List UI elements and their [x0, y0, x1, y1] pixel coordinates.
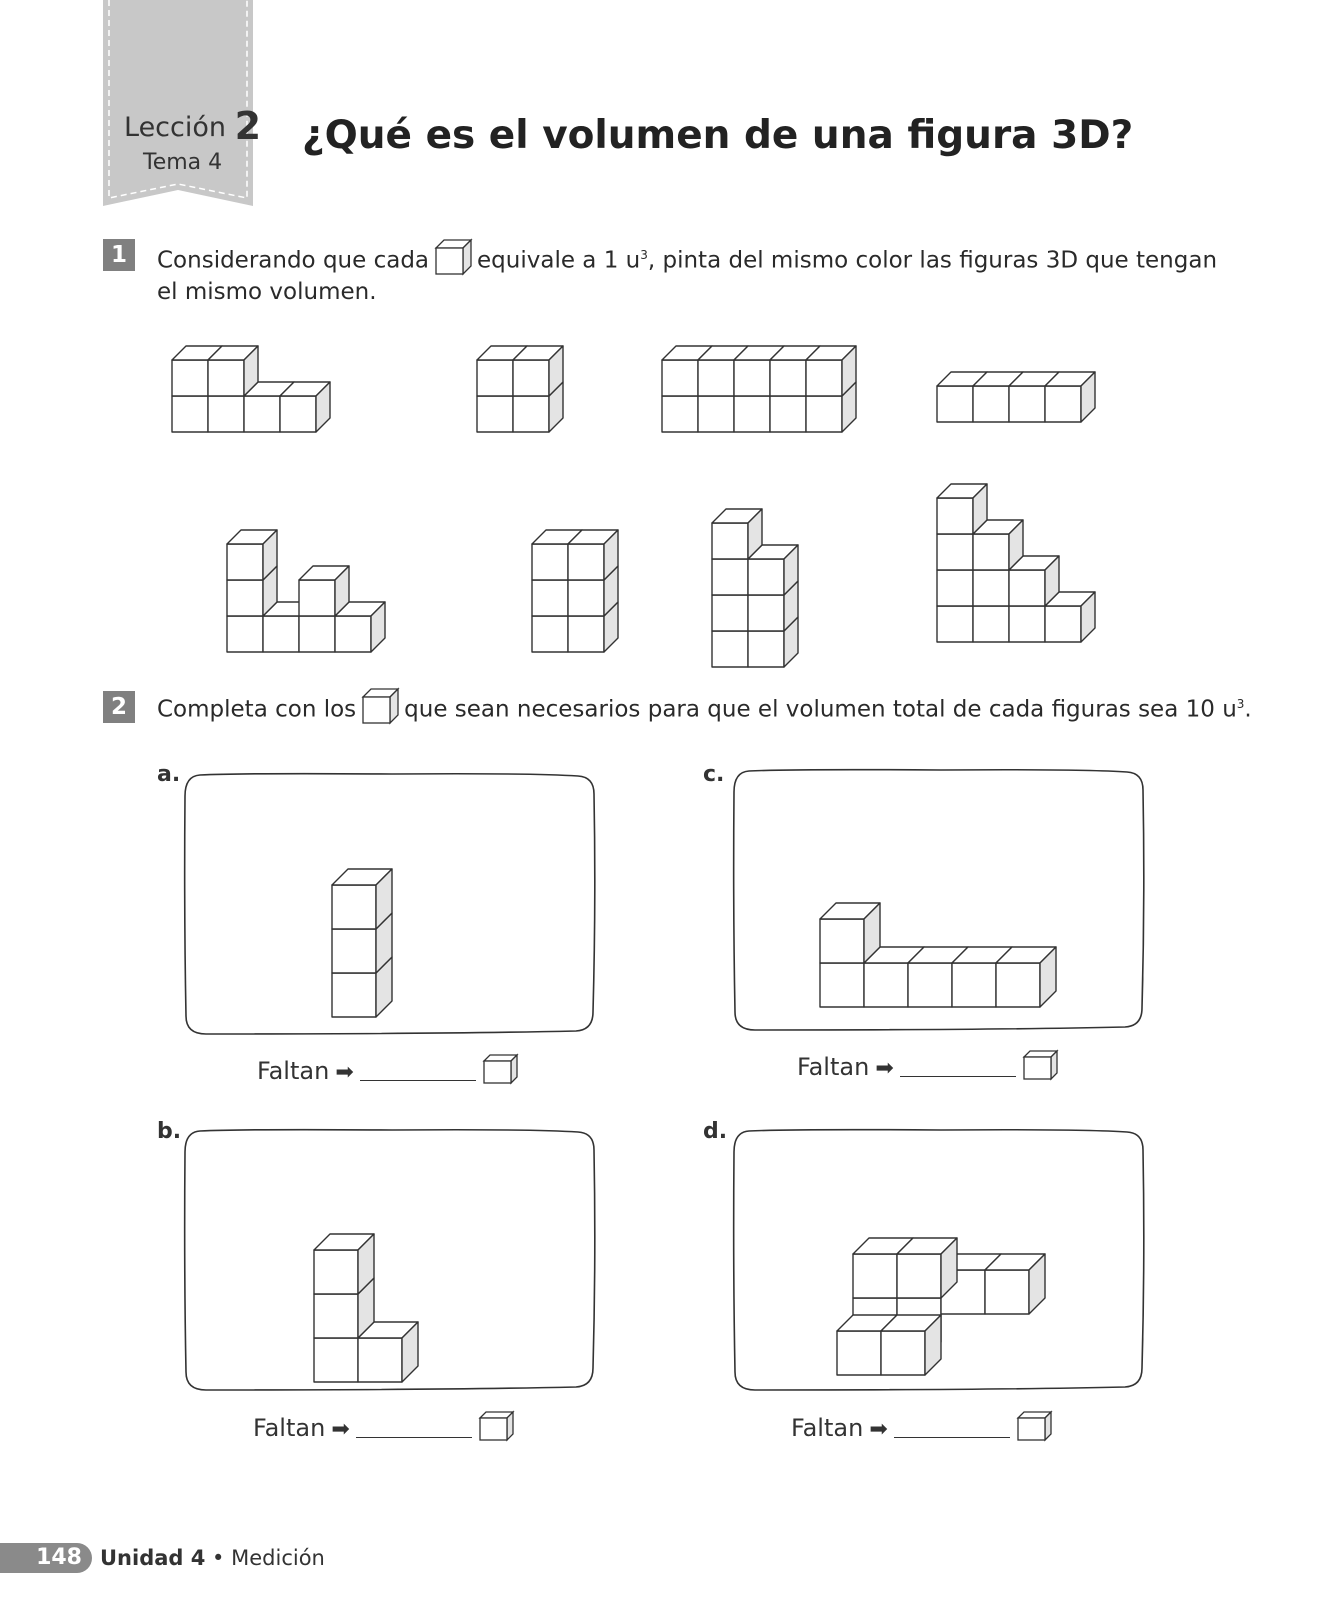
- answer-blank-d[interactable]: [894, 1417, 1010, 1438]
- arrow-right-icon: ➡: [869, 1417, 888, 1442]
- arrow-right-icon: ➡: [331, 1417, 350, 1442]
- unit-cube-icon: [433, 238, 473, 288]
- unit-cube-icon: [478, 1410, 516, 1442]
- lesson-label: Lección 2: [124, 104, 262, 148]
- faltan-row-b: Faltan ➡: [253, 1410, 516, 1442]
- item-letter-b: b.: [157, 1119, 182, 1144]
- figure-2-c[interactable]: [818, 890, 1078, 1010]
- item-letter-d: d.: [703, 1119, 728, 1144]
- faltan-row-d: Faltan ➡: [791, 1410, 1054, 1442]
- arrow-right-icon: ➡: [875, 1056, 894, 1081]
- answer-blank-a[interactable]: [360, 1060, 476, 1081]
- figure-1-2[interactable]: [475, 320, 585, 435]
- figure-1-1[interactable]: [170, 320, 360, 435]
- unit-label: Unidad 4 • Medición: [100, 1546, 325, 1570]
- exercise1-instruction-line2: el mismo volumen.: [157, 279, 377, 305]
- exercise-number-1: 1: [103, 239, 135, 271]
- page-number: 148: [0, 1543, 92, 1573]
- page-footer: [0, 1543, 600, 1575]
- faltan-row-a: Faltan ➡: [257, 1053, 520, 1085]
- unit-cube-icon: [360, 687, 400, 737]
- unit-cube-icon: [1016, 1410, 1054, 1442]
- figure-1-6[interactable]: [530, 515, 640, 655]
- answer-blank-c[interactable]: [900, 1056, 1016, 1077]
- figure-1-8[interactable]: [935, 465, 1125, 645]
- unit-cube-icon: [1022, 1049, 1060, 1081]
- figure-2-a[interactable]: [330, 850, 410, 1020]
- exercise2-instruction: Completa con los que sean necesarios para que el volumen total de cada figuras sea 10 $u^3$.: [157, 685, 1252, 737]
- exercise1-instruction: Considerando que cada equivale a 1 $u^3$, pinta del mismo color las figuras 3D que tengan: [157, 236, 1217, 288]
- unit-cube-icon: [482, 1053, 520, 1085]
- figure-1-3[interactable]: [660, 320, 880, 435]
- figure-1-7[interactable]: [710, 490, 820, 670]
- figure-2-b[interactable]: [312, 1210, 442, 1385]
- exercise-number-2: 2: [103, 691, 135, 723]
- figure-2-d[interactable]: [835, 1235, 1075, 1380]
- answer-blank-b[interactable]: [356, 1417, 472, 1438]
- arrow-right-icon: ➡: [335, 1060, 354, 1085]
- figure-1-4[interactable]: [935, 340, 1125, 425]
- item-letter-a: a.: [157, 762, 181, 787]
- faltan-row-c: Faltan ➡: [797, 1049, 1060, 1081]
- figure-1-5[interactable]: [225, 505, 415, 655]
- topic-label: Tema 4: [143, 150, 223, 175]
- page-title: ¿Qué es el volumen de una figura 3D?: [302, 113, 1134, 158]
- lesson-number: 2: [234, 104, 262, 148]
- item-letter-c: c.: [703, 762, 725, 787]
